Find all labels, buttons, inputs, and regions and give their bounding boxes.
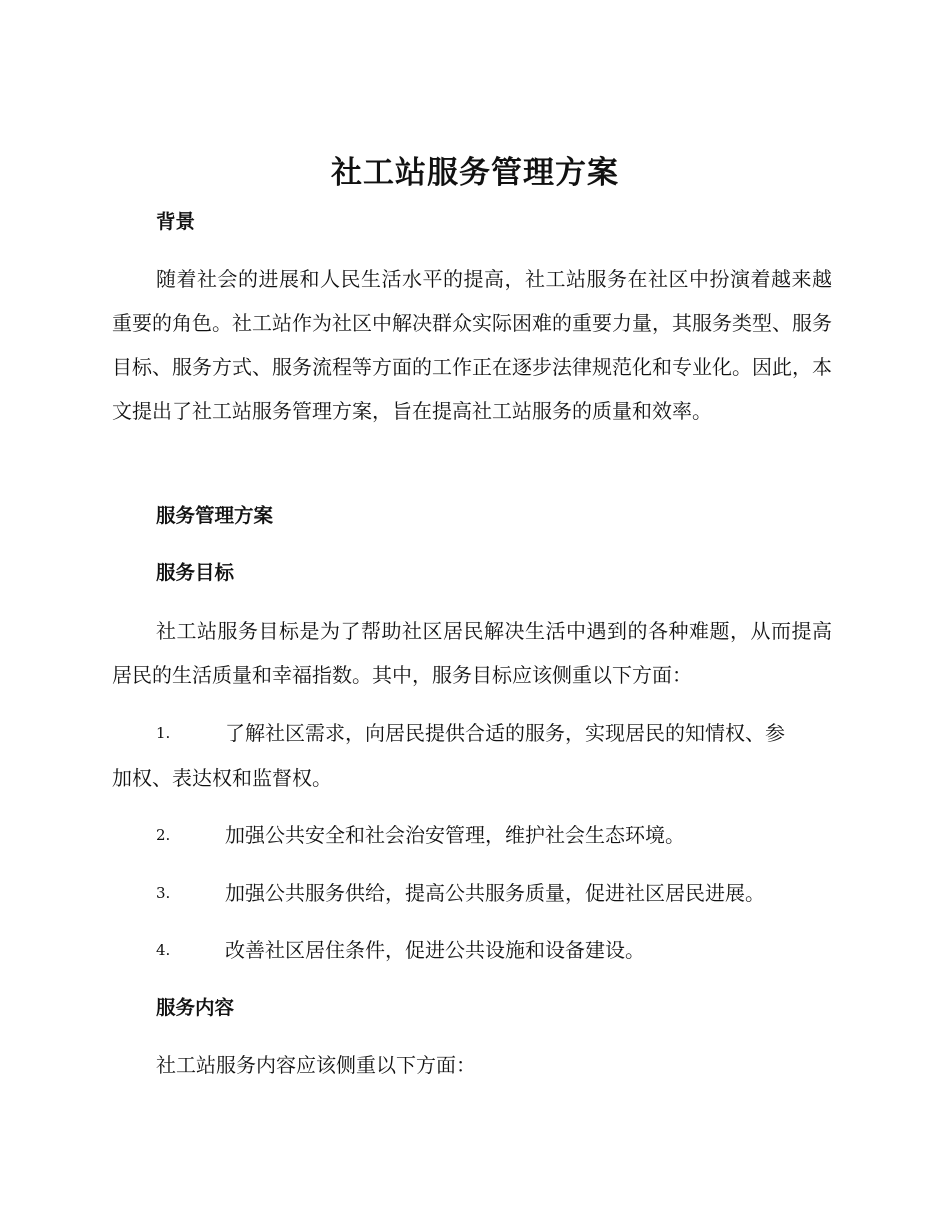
list-number: 1.	[156, 724, 171, 742]
section-heading-plan: 服务管理方案	[156, 504, 274, 527]
list-number: 3.	[156, 884, 171, 902]
list-item-text: 加强公共安全和社会治安管理，维护社会生态环境。	[225, 823, 685, 847]
section-heading-goals: 服务目标	[156, 561, 235, 584]
list-item-text: 加强公共服务供给，提高公共服务质量，促进社区居民进展。	[225, 881, 765, 905]
section-heading-background: 背景	[156, 210, 196, 233]
list-item-text-continued: 加权、表达权和监督权。	[112, 766, 332, 790]
content-paragraph: 社工站服务内容应该侧重以下方面：	[156, 1053, 476, 1077]
background-paragraph: 随着社会的进展和人民生活水平的提高，社工站服务在社区中扮演着越来越重要的角色。社工站作为社区中解决群众实际困难的重要力量，其服务类型、服务目标、服务方式、服务流程等方面的工作正在逐步法律规范化和专业化。因此，本文提出了社工站服务管理方案，旨在提高社工站服务的质量和效率。	[112, 267, 832, 423]
section-heading-content: 服务内容	[156, 996, 235, 1019]
list-item-text: 改善社区居住条件，促进公共设施和设备建设。	[225, 938, 645, 962]
list-number: 4.	[156, 941, 171, 959]
list-number: 2.	[156, 826, 171, 844]
goals-paragraph: 社工站服务目标是为了帮助社区居民解决生活中遇到的各种难题，从而提高居民的生活质量和幸福指数。其中，服务目标应该侧重以下方面：	[112, 619, 832, 687]
list-item-text: 了解社区需求，向居民提供合适的服务，实现居民的知情权、参	[225, 721, 785, 745]
document-title: 社工站服务管理方案	[331, 155, 619, 191]
